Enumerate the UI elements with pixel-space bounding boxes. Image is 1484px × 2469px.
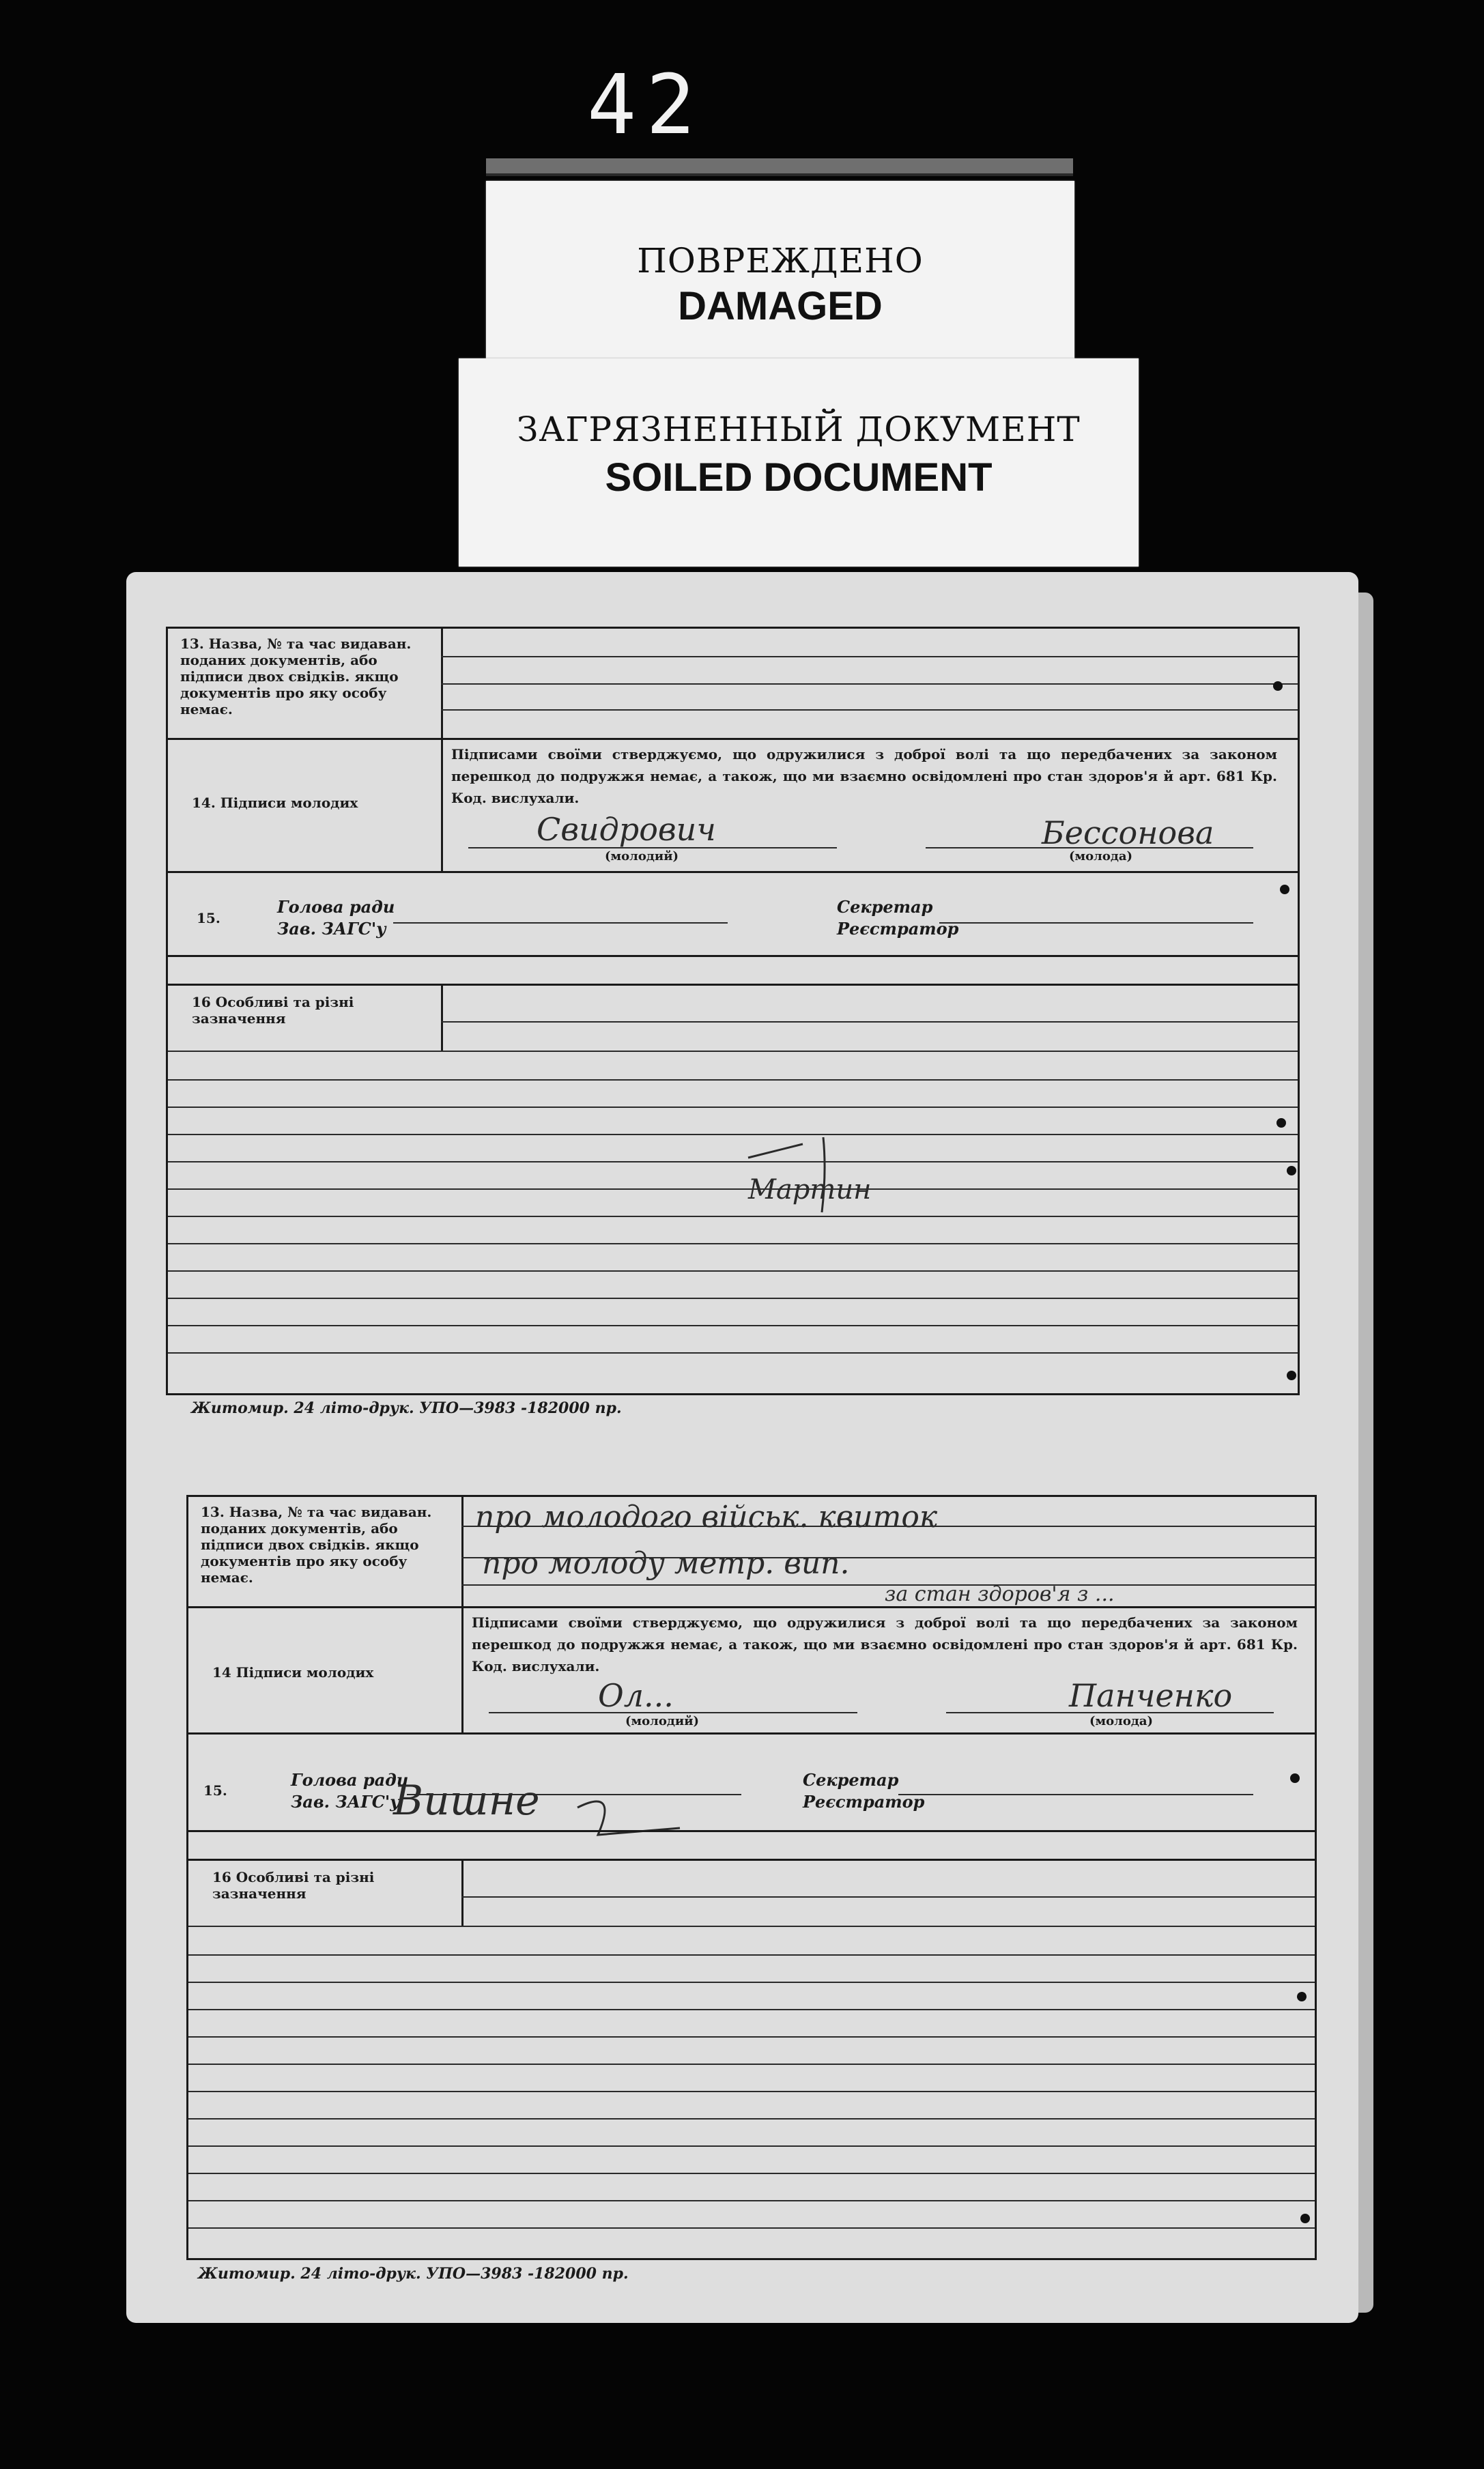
head-label: Голова ради [277,897,395,917]
registrar-label: Реєстратор [837,919,959,939]
rule [168,1298,1298,1299]
row16-label: 16 Особливі та різні зазначення [212,1869,375,1902]
label-divider [461,1859,463,1926]
row-divider [168,738,1298,740]
row16-signature-text: Мартин [748,1174,872,1205]
rule [188,2145,1315,2147]
rule [168,1161,1298,1162]
binding-pin [1287,1371,1296,1380]
row13-handwriting [475,1498,1322,1621]
row14-label: 14. Підписи молодих [192,795,358,811]
bride-caption: (молода) [1089,1714,1154,1728]
groom-caption: (молодий) [625,1714,700,1728]
rule [188,2200,1315,2201]
row13-label: 13. Назва, № та час видаван. поданих документів, або підписи двох свідків. якщо документів про яку особу немає. [180,636,412,717]
row13-handwriting-line-3: за стан здоров'я з ... [885,1582,1115,1606]
rule [168,1352,1298,1354]
declaration-text: Підписами своїми стверджуємо, що одружилися з доброї волі та що передбачених за законом перешкод до подружжя немає, а також, що ми взаємно освідомлені про стан здоров'я й арт. 681 Кр. Код. вислухали. [472,1614,1298,1674]
bride-signature-text: Бессонова [1042,814,1214,851]
secretary-label: Секретар [803,1770,899,1790]
soiled-label [459,358,1139,567]
registrar-head-label: Зав. ЗАГС'у [277,919,386,939]
form2-footer: Житомир. 24 літо-друк. УПО—3983 -182000 пр. [198,2265,629,2283]
binding-pin [1276,1118,1286,1128]
rule [188,2064,1315,2065]
head-label: Голова ради [291,1770,409,1790]
soiled-label-en: SOILED DOCUMENT [605,455,993,500]
rule [168,1188,1298,1190]
secretary-signature-line [939,922,1253,924]
rule [188,1926,1315,1927]
groom-caption: (молодий) [605,849,679,864]
binding-pin [1297,1992,1307,2001]
row13-label: 13. Назва, № та час видаван. поданих документів, або підписи двох свідків. якщо документів про яку особу немає. [201,1504,432,1586]
rule [441,683,1298,685]
rule [188,2036,1315,2038]
rule [168,1051,1298,1052]
binding-pin [1280,885,1289,894]
label-divider [441,629,443,871]
rule [461,1896,1315,1898]
row14-label: 14 Підписи молодих [212,1664,374,1681]
bride-signature [1069,1669,1342,1724]
groom-signature [598,1669,775,1724]
rule [168,1243,1298,1244]
rule [168,1079,1298,1081]
row-divider [188,1732,1315,1735]
rule [441,709,1298,711]
marriage-record-form-2 [186,1495,1317,2260]
registrar-head-label: Зав. ЗАГС'у [291,1792,400,1812]
rule [188,2091,1315,2092]
page-number: 42 [587,58,705,153]
row15-number: 15. [203,1782,227,1799]
label-strip [486,158,1073,176]
rule [441,1021,1298,1023]
row16-signature [741,1144,946,1226]
binding-pin [1300,2214,1310,2223]
rule [168,1216,1298,1217]
damaged-label [486,181,1074,369]
rule [188,1982,1315,1983]
row-divider [168,955,1298,957]
rule [188,2173,1315,2174]
row-divider [188,1859,1315,1861]
secretary-label: Секретар [837,897,933,917]
rule [188,2009,1315,2010]
head-signature [393,1760,707,1849]
damaged-label-en: DAMAGED [678,284,883,328]
registrar-label: Реєстратор [803,1792,925,1812]
rule [188,2118,1315,2120]
rule [168,1107,1298,1108]
soiled-label-ru: ЗАГРЯЗНЕННЫЙ ДОКУМЕНТ [517,410,1081,449]
rule [168,1270,1298,1272]
rule [441,656,1298,657]
secretary-signature-line [898,1794,1253,1795]
bride-signature [1042,806,1315,861]
document-sheet [126,572,1358,2323]
bride-signature-text: Панченко [1069,1677,1233,1714]
row15-number: 15. [197,910,220,926]
head-signature-text: Вишне [393,1777,540,1825]
label-divider [461,1497,463,1732]
rule [188,1954,1315,1956]
row16-label: 16 Особливі та різні зазначення [192,994,354,1027]
row-divider [188,1830,1315,1832]
row-divider [188,1606,1315,1608]
groom-signature-text: Свидрович [537,811,716,848]
form1-footer: Житомир. 24 літо-друк. УПО—3983 -182000 пр. [191,1399,622,1417]
rule [168,1325,1298,1326]
label-divider [441,984,443,1051]
row13-handwriting-line-1: про молодого військ. квиток [475,1500,938,1535]
rule [168,1134,1298,1135]
binding-pin [1273,681,1283,691]
groom-signature [537,803,728,857]
head-signature-line [393,922,728,924]
declaration-text: Підписами своїми стверджуємо, що одружилися з доброї волі та що передбачених за законом перешкод до подружжя немає, а також, що ми взаємно освідомлені про стан здоров'я й арт. 681 Кр. Код. вислухали. [451,746,1277,806]
binding-pin [1290,1773,1300,1783]
row-divider [168,871,1298,873]
row-divider [168,984,1298,986]
bride-caption: (молода) [1069,849,1133,864]
row13-handwriting-line-2: про молоду метр. вип. [482,1546,850,1581]
rule [188,2227,1315,2229]
groom-signature-text: Ол... [598,1677,674,1714]
marriage-record-form-1 [166,627,1300,1395]
damaged-label-ru: ПОВРЕЖДЕНО [637,241,924,281]
binding-pin [1287,1166,1296,1175]
